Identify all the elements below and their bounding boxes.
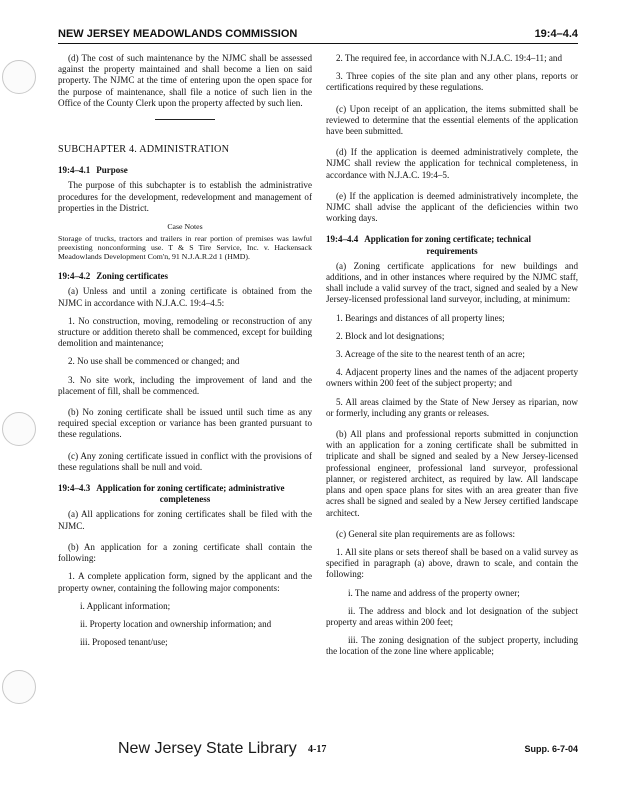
section-number: 19:4–4.4 bbox=[326, 234, 359, 245]
paragraph-4-4-a-3: 3. Acreage of the site to the nearest tenth of an acre; bbox=[336, 349, 525, 360]
header-title: NEW JERSEY MEADOWLANDS COMMISSION bbox=[58, 28, 298, 40]
section-title-line-1: Application for zoning certificate; administrative bbox=[96, 483, 285, 494]
paragraph-4-3-b-1-ii: ii. Property location and ownership information; and bbox=[80, 618, 272, 629]
paragraph-4-4-a: (a) Zoning certificate applications for new buildings and additions, and in other instances where required by the NJMC staff, shall include a valid survey of the tract, signed and sealed by a New Jersey-licensed professional land surveyor, including, at minimum: bbox=[326, 260, 578, 305]
header-section-range: 19:4–4.4 bbox=[534, 28, 578, 40]
section-heading-4-1 bbox=[58, 165, 312, 176]
paragraph-purpose: The purpose of this subchapter is to establish the administrative procedures for the development, redevelopment and management of properties in the District. bbox=[58, 180, 312, 213]
paragraph-4-4-c-1: 1. All site plans or sets thereof shall be based on a valid survey as specified in paragraph (a) above, drawn to scale, and contain the following: bbox=[326, 546, 578, 580]
section-title-line-2: completeness bbox=[159, 494, 211, 505]
paragraph-4-2-c: (c) Any zoning certificate issued in conflict with the provisions of these regulations shall be null and void. bbox=[58, 450, 312, 472]
right-column bbox=[326, 53, 578, 665]
binder-hole-bottom bbox=[2, 670, 36, 704]
paragraph-4-2-b: (b) No zoning certificate shall be issued until such time as any required special exception or variance has been granted pursuant to these regulations. bbox=[58, 407, 312, 440]
page-footer bbox=[58, 740, 578, 770]
section-number: 19:4–4.1 bbox=[58, 165, 91, 176]
supplement-date: Supp. 6-7-04 bbox=[524, 744, 578, 754]
paragraph-4-4-a-1: 1. Bearings and distances of all property lines; bbox=[336, 312, 505, 323]
paragraph-4-2-a: (a) Unless and until a zoning certificate is obtained from the NJMC in accordance with N.J.A.C. 19:4–4.5: bbox=[58, 286, 312, 308]
library-stamp: New Jersey State Library bbox=[118, 740, 297, 757]
paragraph-4-4-c-1-ii: ii. The address and block and lot designation of the subject property and areas within 200 feet; bbox=[326, 605, 578, 627]
left-column bbox=[58, 53, 312, 655]
paragraph-4-2-a-3: 3. No site work, including the improvement of land and the placement of fill, shall be commenced. bbox=[58, 374, 312, 396]
paragraph-4-4-c: (c) General site plan requirements are as follows: bbox=[336, 528, 516, 539]
section-title: Purpose bbox=[96, 165, 128, 176]
section-heading-4-2 bbox=[58, 271, 312, 282]
section-title: Zoning certificates bbox=[96, 271, 168, 282]
paragraph-b-3-copies: 3. Three copies of the site plan and any other plans, reports or certifications required by these regulations. bbox=[326, 71, 578, 93]
binder-hole-middle bbox=[2, 412, 36, 446]
paragraph-4-2-a-2: 2. No use shall be commenced or changed; and bbox=[68, 356, 240, 367]
binder-hole-top bbox=[2, 60, 36, 94]
case-notes-text: Storage of trucks, tractors and trailers in rear portion of premises was lawful preexisting nonconforming use. T & S Tire Service, Inc. v. Hackensack Meadowlands Development Com'n, 91 N.J.A.R.2d 1 (HMD). bbox=[58, 234, 312, 262]
page-number: 4-17 bbox=[308, 744, 327, 755]
paragraph-4-3-b-1-iii: iii. Proposed tenant/use; bbox=[80, 637, 168, 648]
paragraph-4-4-b: (b) All plans and professional reports submitted in conjunction with an application for a zoning certificate shall be submitted in triplicate and shall be signed and sealed by a New Jersey-licensed professional engineer, professional land surveyor, professional planner, or registered architect, as required by law. All landscape plans and open space plans for sites with an area greater than five acres shall be signed and sealed by a New Jersey certified landscape architect. bbox=[326, 429, 578, 518]
paragraph-4-4-a-4: 4. Adjacent property lines and the names of the adjacent property owners within 200 feet of the subject property; and bbox=[326, 367, 578, 389]
paragraph-4-3-b-1-i: i. Applicant information; bbox=[80, 600, 171, 611]
section-number: 19:4–4.2 bbox=[58, 271, 91, 282]
section-title-line-1: Application for zoning certificate; technical bbox=[364, 234, 532, 245]
paragraph-d-complete: (d) If the application is deemed administratively complete, the NJMC shall review the application for technical completeness, in accordance with N.J.A.C. 19:4–5. bbox=[326, 147, 578, 180]
running-header bbox=[58, 25, 578, 44]
case-notes-label: Case Notes bbox=[167, 222, 203, 232]
paragraph-4-4-c-1-i: i. The name and address of the property owner; bbox=[348, 587, 520, 598]
paragraph-4-2-a-1: 1. No construction, moving, remodeling or reconstruction of any structure or addition thereto shall be commenced, except for building demolition and maintenance; bbox=[58, 315, 312, 349]
paragraph-d-maintenance-lien: (d) The cost of such maintenance by the NJMC shall be assessed against the property maintained and shall become a lien on said property. The NJMC at the time of entering upon the open space for the purpose of maintenance, shall file a notice of such lien in the Office of the County Clerk upon the property affected by such lien. bbox=[58, 53, 312, 108]
paragraph-b-2-fee: 2. The required fee, in accordance with N.J.A.C. 19:4–11; and bbox=[336, 53, 563, 63]
paragraph-4-3-b: (b) An application for a zoning certificate shall contain the following: bbox=[58, 541, 312, 564]
paragraph-4-4-a-2: 2. Block and lot designations; bbox=[336, 330, 445, 341]
section-number: 19:4–4.3 bbox=[58, 483, 91, 494]
subchapter-heading: SUBCHAPTER 4. ADMINISTRATION bbox=[58, 144, 230, 156]
paragraph-e-incomplete: (e) If the application is deemed administratively incomplete, the NJMC shall advise the applicant of the deficiencies within two working days. bbox=[326, 190, 578, 224]
paragraph-4-3-a: (a) All applications for zoning certificates shall be filed with the NJMC. bbox=[58, 509, 312, 531]
section-title-line-2: requirements bbox=[426, 245, 478, 256]
section-divider bbox=[155, 119, 215, 120]
section-heading-4-3 bbox=[58, 483, 312, 505]
section-heading-4-4 bbox=[326, 234, 578, 256]
paragraph-4-3-b-1: 1. A complete application form, signed by the applicant and the property owner, containing the following major components: bbox=[58, 571, 312, 593]
paragraph-4-4-a-5: 5. All areas claimed by the State of New Jersey as riparian, now or formerly, including any grants or releases. bbox=[326, 396, 578, 418]
paragraph-4-4-c-1-iii: iii. The zoning designation of the subject property, including the location of the zone line where applicable; bbox=[326, 635, 578, 657]
paragraph-c-receipt: (c) Upon receipt of an application, the items submitted shall be reviewed to determine that the essential elements of the application have been submitted. bbox=[326, 103, 578, 137]
